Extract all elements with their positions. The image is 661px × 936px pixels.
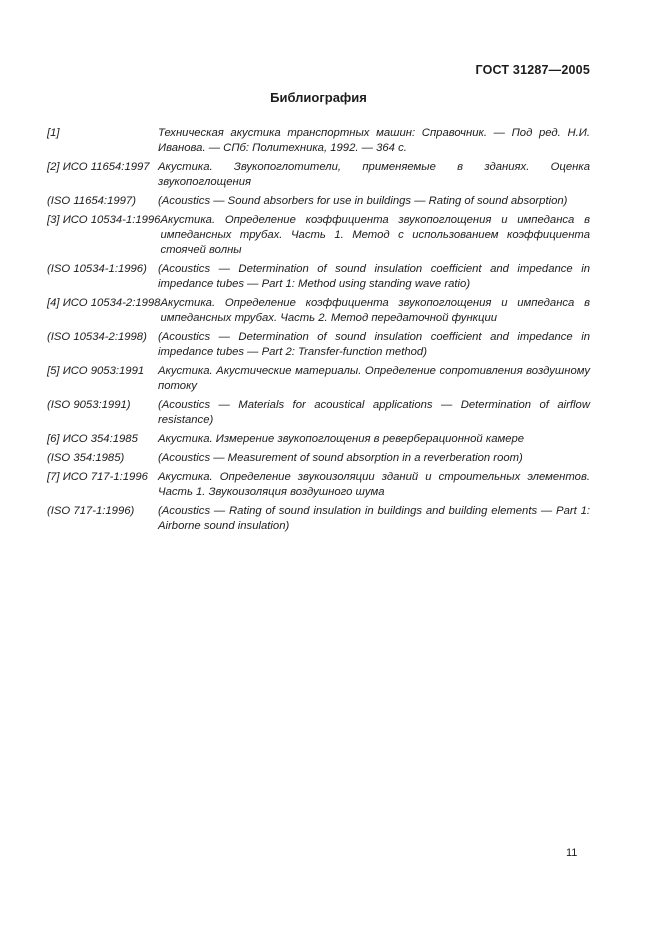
- entry-label: (ISO 10534-1:1996): [47, 263, 147, 275]
- bibliography-entry: [47, 330, 590, 360]
- entry-label: [1]: [47, 127, 60, 139]
- entry-text: Акустика. Определение звукоизоляции зданий и строительных элементов. Часть 1. Звукоизоляция воздушного шума: [158, 471, 590, 498]
- entry-label: (ISO 11654:1997): [47, 195, 136, 207]
- entry-text: (Acoustics — Sound absorbers for use in buildings — Rating of sound absorption): [158, 195, 568, 207]
- entry-text: Акустика. Определение коэффициента звукопоглощения и импеданса в импедансных трубах. Часть 1. Метод с использованием коэффициента стоячей волны: [160, 214, 590, 256]
- entry-label: (ISO 10534-2:1998): [47, 331, 147, 343]
- entry-text: (Acoustics — Determination of sound insulation coefficient and impedance in impedance tubes — Part 2: Transfer-function method): [158, 331, 590, 358]
- entry-text: Акустика. Звукопоглотители, применяемые в зданиях. Оценка звукопоглощения: [158, 161, 590, 188]
- bibliography-entry: [47, 504, 590, 534]
- entry-text: (Acoustics — Materials for acoustical applications — Determination of airflow resistance): [158, 399, 590, 426]
- bibliography-entry: [47, 262, 590, 292]
- bibliography-entry: [47, 213, 590, 258]
- entry-text: (Acoustics — Rating of sound insulation in buildings and building elements — Part 1: Airborne sound insulation): [158, 505, 590, 532]
- bibliography-entry: [47, 398, 590, 428]
- entry-label: (ISO 717-1:1996): [47, 505, 135, 517]
- entry-text: Акустика. Акустические материалы. Определение сопротивления воздушному потоку: [158, 365, 590, 392]
- entry-label: (ISO 354:1985): [47, 452, 125, 464]
- bibliography-entry: [47, 194, 590, 209]
- bibliography-list: [47, 126, 590, 538]
- page-title: Библиография: [270, 90, 367, 105]
- entry-label: [2] ИСО 11654:1997: [47, 161, 150, 173]
- entry-text: Акустика. Измерение звукопоглощения в реверберационной камере: [158, 433, 525, 445]
- entry-text: (Acoustics — Determination of sound insulation coefficient and impedance in impedance tubes — Part 1: Method using standing wave ratio): [158, 263, 590, 290]
- entry-label: [5] ИСО 9053:1991: [47, 365, 145, 377]
- bibliography-entry: [47, 432, 590, 447]
- bibliography-entry: [47, 296, 590, 326]
- entry-label: [3] ИСО 10534-1:1996: [47, 214, 161, 226]
- bibliography-entry: [47, 470, 590, 500]
- entry-label: [6] ИСО 354:1985: [47, 433, 138, 445]
- document-standard-number: ГОСТ 31287—2005: [475, 63, 590, 77]
- bibliography-entry: [47, 364, 590, 394]
- entry-text: (Acoustics — Measurement of sound absorption in a reverberation room): [158, 452, 523, 464]
- entry-label: [4] ИСО 10534-2:1998: [47, 297, 161, 309]
- page-number: 11: [566, 847, 578, 859]
- entry-text: Техническая акустика транспортных машин: Справочник. — Под ред. Н.И. Иванова. — СПб: Политехника, 1992. — 364 с.: [158, 127, 590, 154]
- entry-label: [7] ИСО 717-1:1996: [47, 471, 148, 483]
- bibliography-entry: [47, 451, 590, 466]
- bibliography-entry: [47, 126, 590, 156]
- bibliography-entry: [47, 160, 590, 190]
- entry-text: Акустика. Определение коэффициента звукопоглощения и импеданса в импедансных трубах. Часть 2. Метод передаточной функции: [160, 297, 590, 324]
- entry-label: (ISO 9053:1991): [47, 399, 131, 411]
